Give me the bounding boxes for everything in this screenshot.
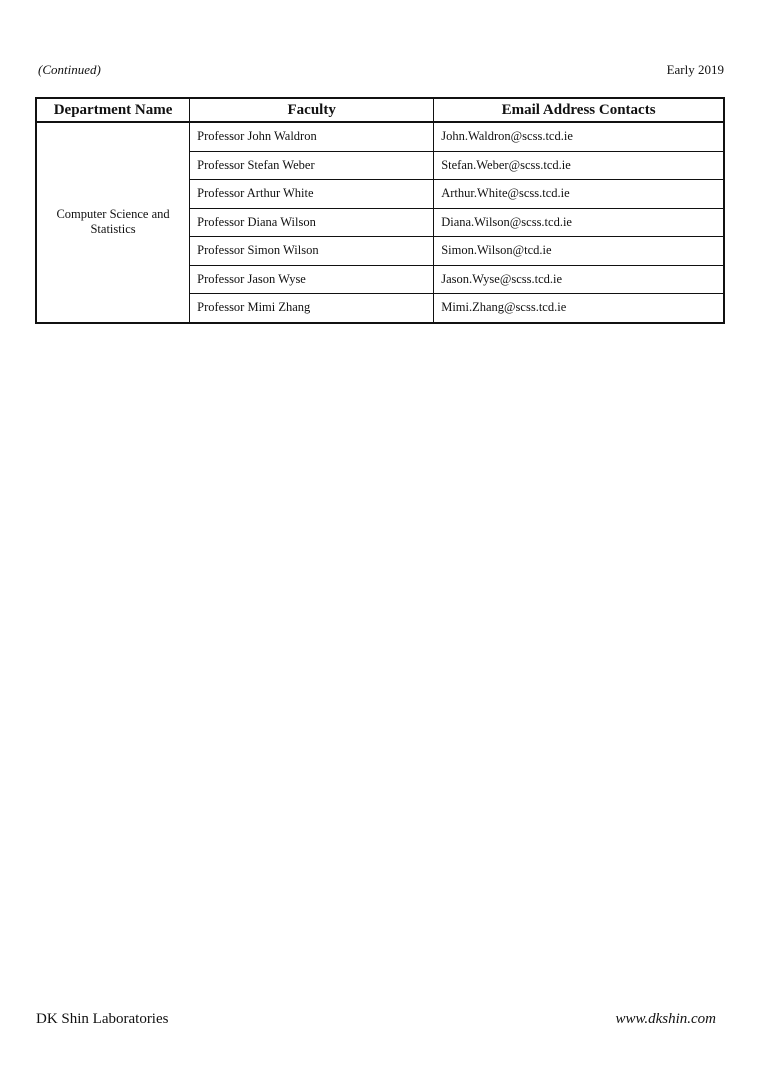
department-name-cell: Computer Science and Statistics — [36, 122, 190, 323]
faculty-cell: Professor Jason Wyse — [190, 265, 434, 294]
column-header-email: Email Address Contacts — [434, 98, 724, 122]
faculty-cell: Professor Stefan Weber — [190, 151, 434, 180]
email-cell[interactable]: Stefan.Weber@scss.tcd.ie — [434, 151, 724, 180]
email-cell[interactable]: Jason.Wyse@scss.tcd.ie — [434, 265, 724, 294]
table-row — [36, 122, 724, 151]
email-cell[interactable]: Mimi.Zhang@scss.tcd.ie — [434, 294, 724, 323]
column-header-department: Department Name — [36, 98, 190, 122]
faculty-cell: Professor Simon Wilson — [190, 237, 434, 266]
column-header-faculty: Faculty — [190, 98, 434, 122]
date-label: Early 2019 — [666, 62, 724, 77]
faculty-cell: Professor Arthur White — [190, 180, 434, 209]
email-cell[interactable]: John.Waldron@scss.tcd.ie — [434, 122, 724, 151]
faculty-cell: Professor Diana Wilson — [190, 208, 434, 237]
email-cell[interactable]: Arthur.White@scss.tcd.ie — [434, 180, 724, 209]
table-header-row — [36, 98, 724, 122]
email-cell[interactable]: Diana.Wilson@scss.tcd.ie — [434, 208, 724, 237]
faculty-directory-table — [35, 97, 725, 324]
continued-label: (Continued) — [38, 62, 101, 77]
footer-organization: DK Shin Laboratories — [36, 1011, 169, 1027]
faculty-cell: Professor Mimi Zhang — [190, 294, 434, 323]
footer-website[interactable]: www.dkshin.com — [615, 1011, 716, 1027]
faculty-cell: Professor John Waldron — [190, 122, 434, 151]
email-cell[interactable]: Simon.Wilson@tcd.ie — [434, 237, 724, 266]
